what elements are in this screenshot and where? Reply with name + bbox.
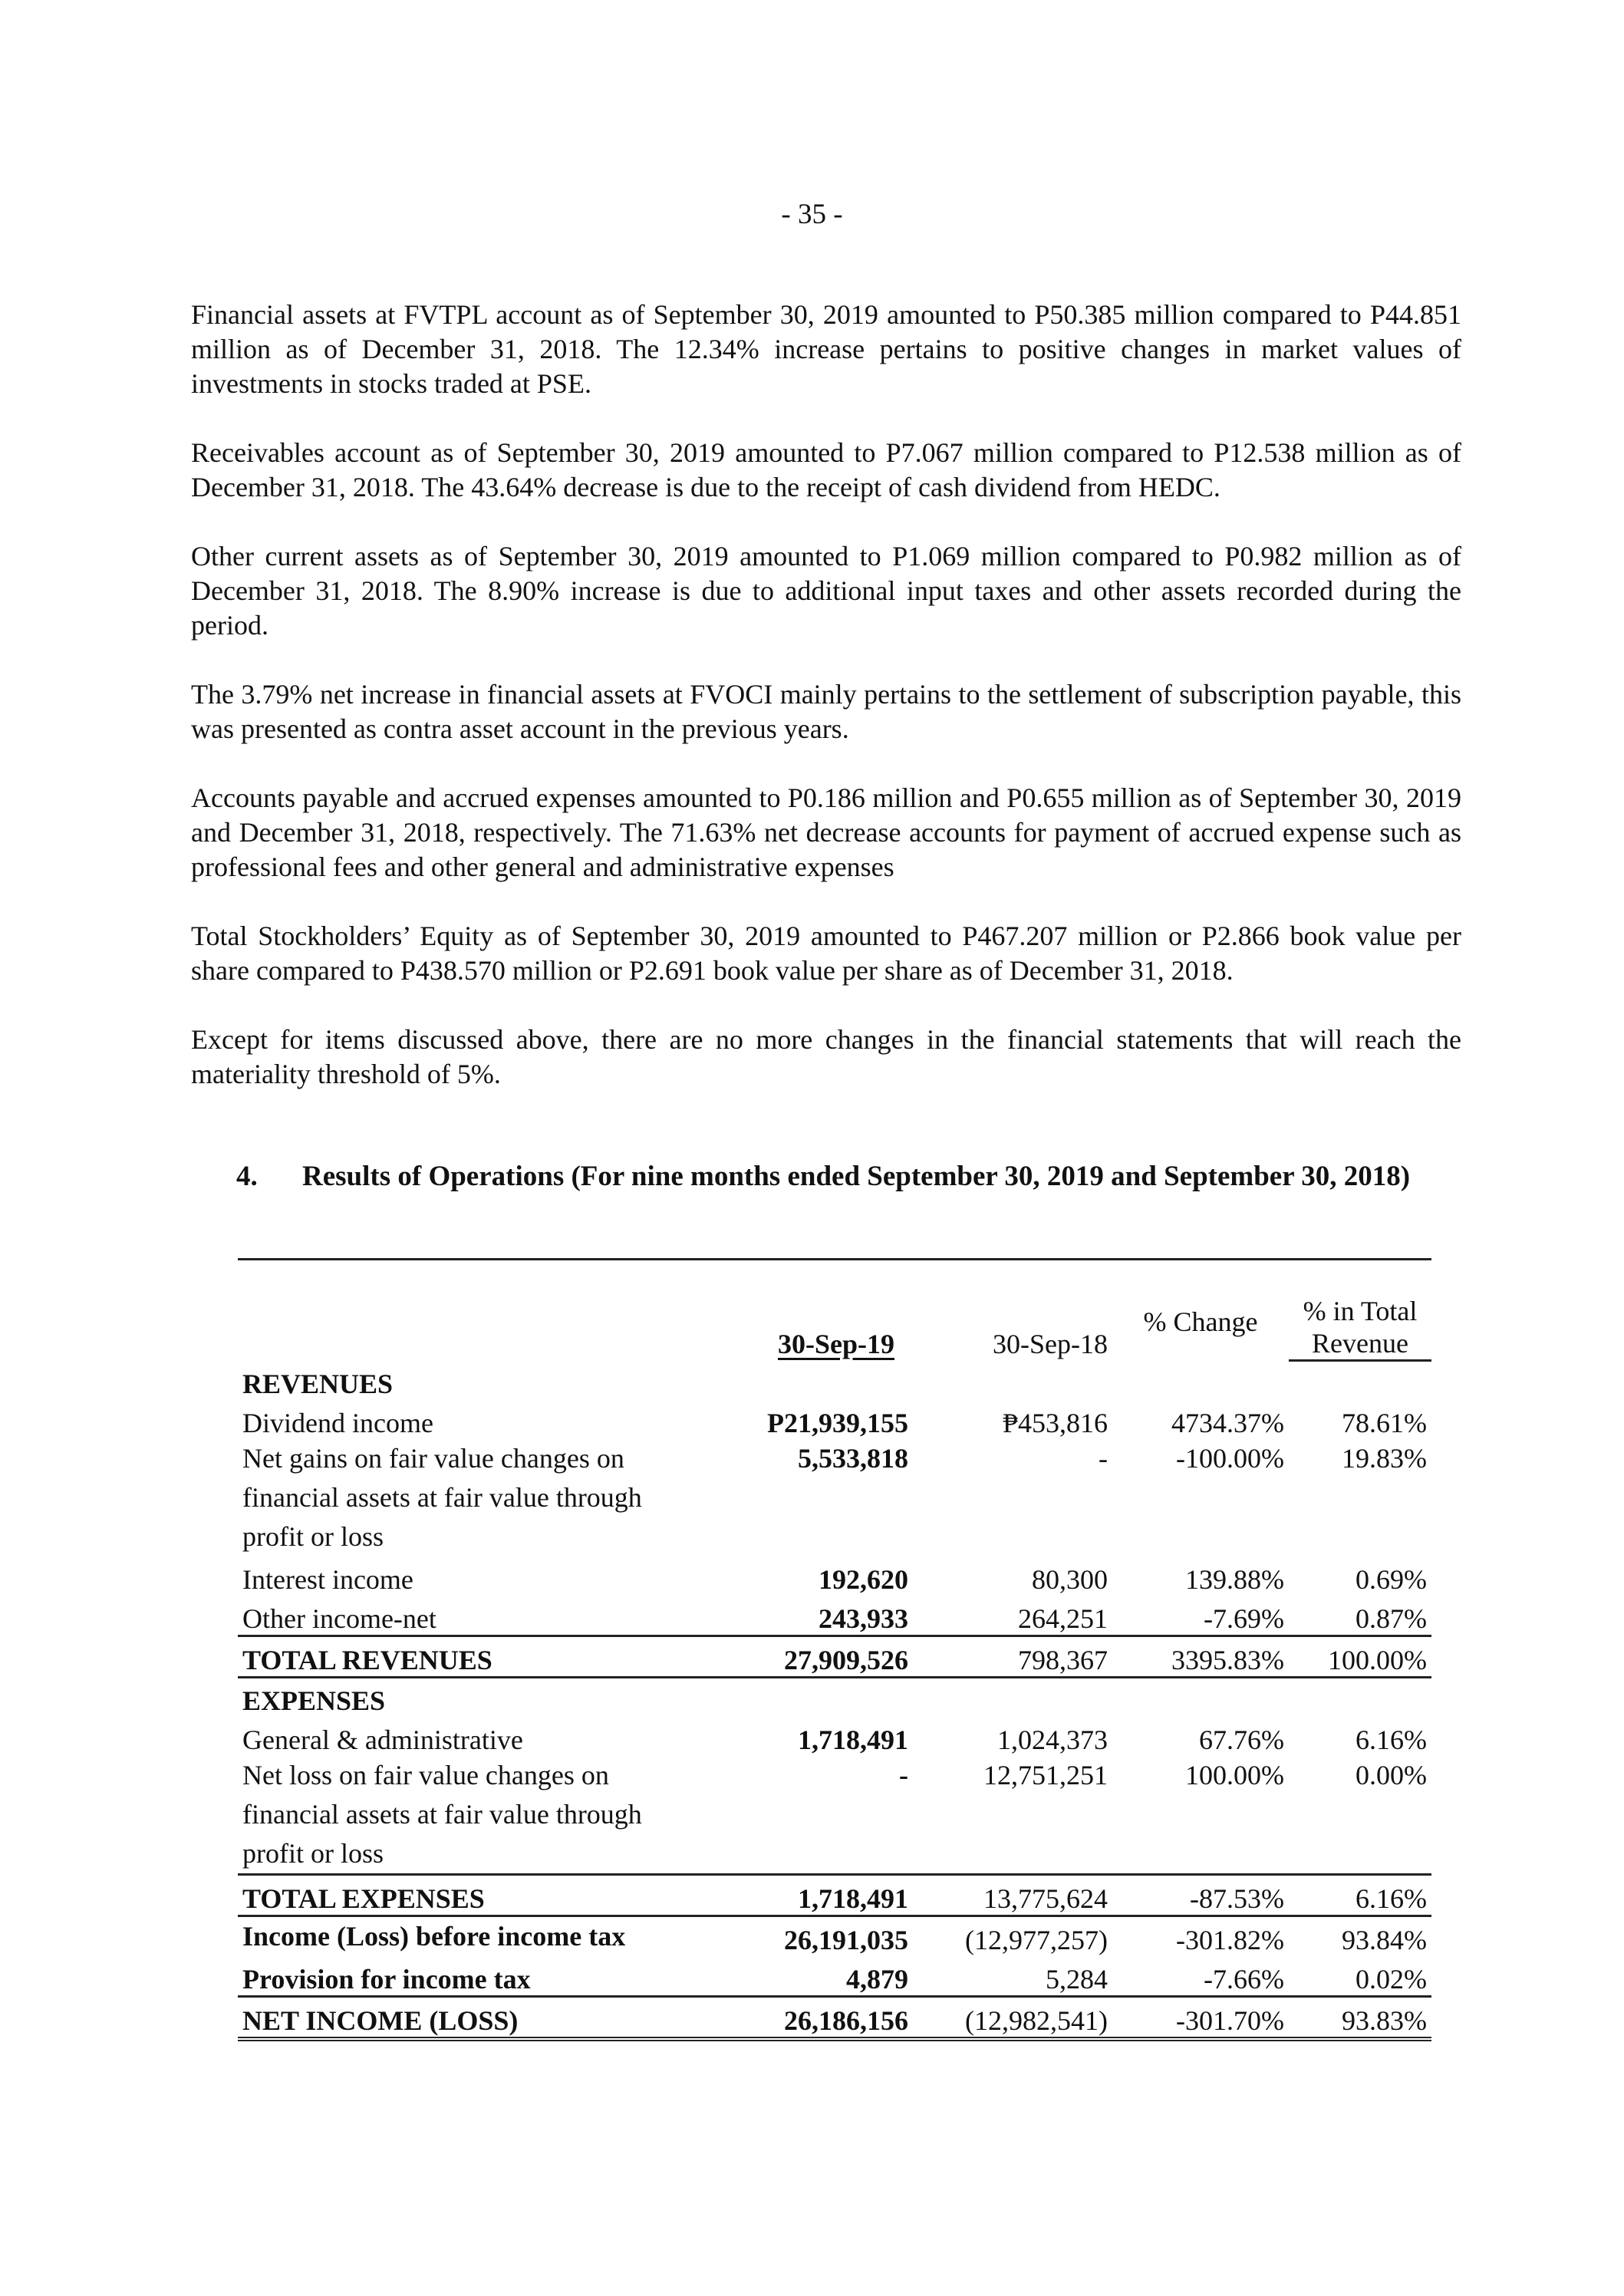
net-income-row: NET INCOME (LOSS) 26,186,156 (12,982,541) -301.70% 93.83%: [238, 1996, 1431, 2039]
provision-for-income-tax-row: Provision for income tax 4,879 5,284 -7.66% 0.02%: [238, 1956, 1431, 1997]
header-percent-total-revenue: % in Total Revenue: [1289, 1260, 1431, 1361]
body-text: [191, 298, 1461, 1126]
paragraph-other-current-assets: Other current assets as of September 30, 2019 amounted to P1.069 million compared to P0.982 million as of December 31, 2018. The 8.90% increase is due to additional input taxes and other assets recorded during the period.: [191, 541, 1461, 641]
expenses-label: EXPENSES: [242, 1685, 386, 1716]
total-expenses-row: TOTAL EXPENSES 1,718,491 13,775,624 -87.53% 6.16%: [238, 1874, 1431, 1916]
expenses-section-row: [238, 1677, 1431, 1717]
header-30-sep-18: 30-Sep-18: [913, 1260, 1112, 1361]
paragraph-accounts-payable: Accounts payable and accrued expenses amounted to P0.186 million and P0.655 million as of September 30, 2019 and December 31, 2018, respectively. The 71.63% net decrease accounts for payment of accrued expense such as professional fees and other general and administrative expenses: [191, 782, 1461, 882]
income-before-tax-row: Income (Loss) before income tax 26,191,035 (12,977,257) -301.82% 93.84%: [242, 1920, 1427, 1955]
table-row: Interest income 192,620 80,300 139.88% 0.69%: [242, 1563, 1427, 1595]
paragraph-stockholders-equity: Total Stockholders’ Equity as of September 30, 2019 amounted to P467.207 million or P2.866 book value per share compared to P438.570 million or P2.691 book value per share as of December 31, 2018.: [191, 921, 1461, 986]
section-title: Results of Operations (For nine months ended September 30, 2019 and September 30, 2018): [302, 1161, 1411, 1192]
total-revenues-row: TOTAL REVENUES 27,909,526 798,367 3395.83% 100.00%: [238, 1636, 1431, 1677]
section-number: 4.: [236, 1161, 258, 1192]
paragraph-receivables: Receivables account as of September 30, 2019 amounted to P7.067 million compared to P12.538 million as of December 31, 2018. The 43.64% decrease is due to the receipt of cash dividend from HEDC.: [191, 437, 1461, 502]
header-percent-change: % Change: [1112, 1260, 1289, 1361]
table-row: Dividend income P21,939,155 ₱453,816 4734.37% 78.61%: [242, 1407, 1427, 1438]
table-row: Other income-net 243,933 264,251 -7.69% 0.87%: [242, 1603, 1427, 1634]
paragraph-materiality: Except for items discussed above, there are no more changes in the financial statements that will reach the materiality threshold of 5%.: [191, 1024, 1461, 1089]
header-30-sep-19: 30-Sep-19: [683, 1260, 913, 1361]
section-heading: [236, 1160, 1410, 1193]
table-row: General & administrative 1,718,491 1,024,373 67.76% 6.16%: [242, 1724, 1427, 1755]
page-number: - 35 -: [781, 199, 843, 230]
table-header-row: [238, 1260, 1431, 1361]
paragraph-fvtpl: Financial assets at FVTPL account as of September 30, 2019 amounted to P50.385 million compared to P44.851 million as of December 31, 2018. The 12.34% increase pertains to positive changes in market values of investments in stocks traded at PSE.: [191, 299, 1461, 399]
table-row: Net loss on fair value changes on financial assets at fair value through profit or loss - 12,751,251 100.00% 0.00%: [242, 1759, 1427, 1869]
paragraph-fvoci: The 3.79% net increase in financial assets at FVOCI mainly pertains to the settlement of subscription payable, this was presented as contra asset account in the previous years.: [191, 679, 1461, 744]
revenues-label: REVENUES: [242, 1368, 394, 1399]
revenues-section-row: [238, 1360, 1431, 1400]
table-row: Net gains on fair value changes on financial assets at fair value through profit or loss 5,533,818 - -100.00% 19.83%: [242, 1442, 1427, 1552]
results-of-operations-table: [238, 1258, 1431, 2041]
